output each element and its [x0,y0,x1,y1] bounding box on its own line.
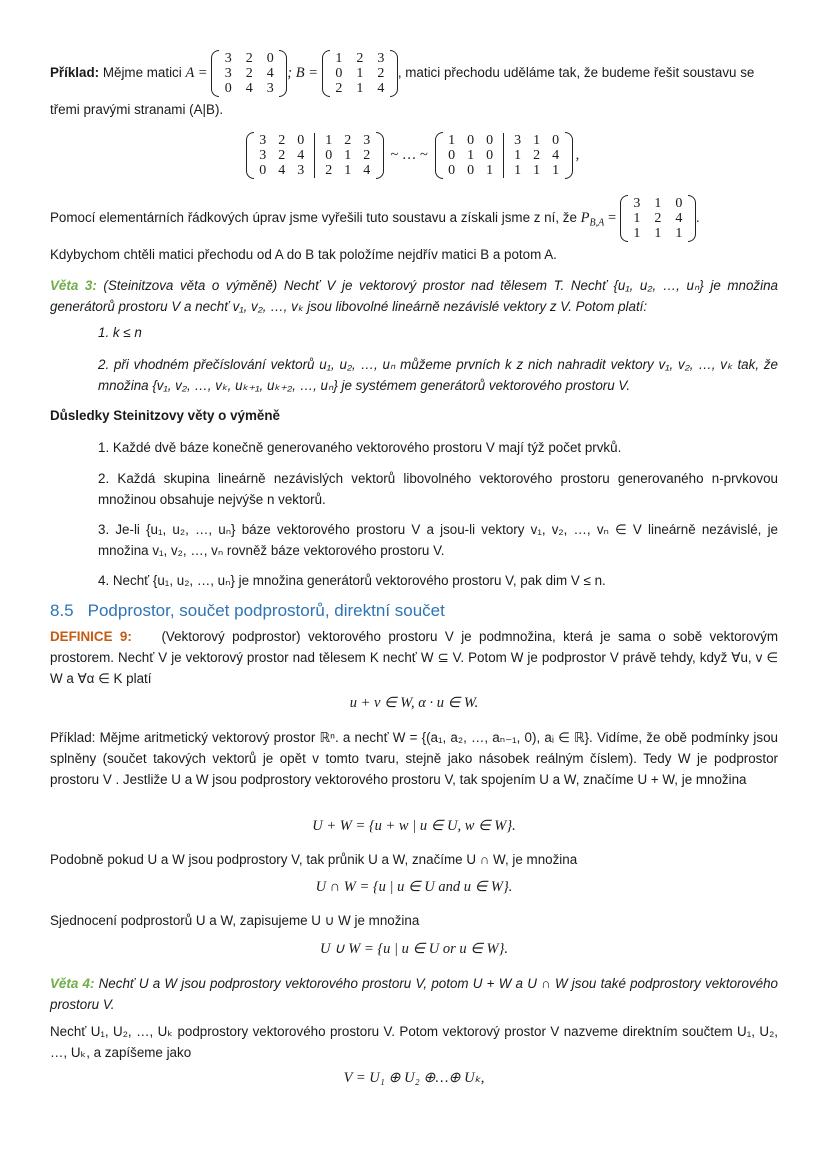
theorem-4: Věta 4: Nechť U a W jsou podprostory vektorového prostoru V, potom U + W a U ∩ W jsou také podprostory vektorového prostoru V. [50,976,778,1012]
matrix-cell: 0 [448,148,456,163]
matrix-cell: 1 [335,50,343,66]
matrix-cell: 2 [654,210,662,226]
matrix-cell: 0 [552,133,560,148]
matrix-cell: 2 [245,50,253,66]
direct-sum-text: Nechť U₁, U₂, …, Uₖ podprostory vektorového prostoru V. Potom vektorový prostor V nazveme direktním součtem U₁, U₂, …, Uₖ, a zapíšeme jako [50,1024,778,1060]
augmented-separator [314,133,316,178]
example1-line1: Příklad: Mějme matici A = 3 2 0 3 2 4 0 4 3 ; B = 1 2 3 0 1 2 2 1 4 , matici přechodu uděláme tak, že budeme řešit soustavu se [50,50,755,96]
matrix-cell: 0 [224,80,232,96]
matrix-cell: 1 [325,133,333,148]
matrix-cell: 3 [297,163,305,178]
matrix-B [322,50,398,97]
corollaries-title: Důsledky Steinitzovy věty o výměně [50,408,280,423]
matrix-cell: 1 [654,225,662,241]
corollary-item-1: 1. Každé dvě báze konečně generovaného vektorového prostoru V mají týž počet prvků. [98,440,622,455]
matrix-cell: 2 [363,148,371,163]
matrix-cell: 2 [344,133,352,148]
section-heading [50,601,445,621]
matrix-cell: 1 [633,225,641,241]
corollary-item-3: 3. Je-li {u₁, u₂, …, uₙ} báze vektorového prostoru V a jsou-li vektory v₁, v₂, …, vₙ ∈ V lineárně nezávislé, je množina v₁, v₂, …, vₙ rovněž báze vektorového prostoru V. [98,522,778,558]
matrix-cell: 3 [363,133,371,148]
matrix-cell: 0 [259,163,267,178]
definition-9-formula: u + v ∈ W, α · u ∈ W. [349,695,479,711]
matrix-cell: 1 [533,163,541,178]
corollary-item-2: 2. Každá skupina lineárně nezávislých vektorů libovolného vektorového prostoru generovaného n-prvkovou množinou obsahuje nejvýše n vektorů. [98,471,778,507]
matrix-cell: 2 [377,65,385,81]
matrix-cell: 0 [675,195,683,211]
definition-9-label: DEFINICE 9: [50,629,132,644]
intersection-text: Podobně pokud U a W jsou podprostory V, tak průnik U a W, značíme U ∩ W, je množina [50,852,578,867]
example1-result: Pomocí elementárních řádkových úprav jsme vyřešili tuto soustavu a získali jsme z ní, že $P_{B,A}$ = 3 1 0 1 2 4 1 1 1 . [50,195,700,241]
matrix-cell: 2 [356,50,364,66]
matrix-cell: 4 [297,148,305,163]
matrix-cell: 0 [297,133,305,148]
matrix-cell: 0 [325,148,333,163]
direct-sum-formula: V = U₁ ⊕ U₂ ⊕…⊕ Uₖ, [343,1070,485,1086]
theorem-3-label: Věta 3: [50,278,97,293]
matrix-cell: 3 [633,195,641,211]
matrix-cell: 4 [278,163,286,178]
definition-9: DEFINICE 9: (Vektorový podprostor) vektorového prostoru V je podmnožina, která je sama o sobě vektorovým prostorem. Nechť V je vektorový prostor nad tělesem K nechť W ⊆ V. Potom W je podprostor V právě tehdy, když ∀u, v ∈ W a ∀α ∈ K platí [50,629,779,686]
matrix-cell: 4 [377,80,385,96]
matrix-cell: 2 [278,148,286,163]
matrix-cell: 1 [356,80,364,96]
matrix-cell: 0 [467,133,475,148]
example2-text: Příklad: Mějme aritmetický vektorový prostor ℝⁿ. a nechť W = {(a₁, a₂, …, aₙ₋₁, 0), aᵢ ∈ ℝ}. Vidíme, že obě podmínky jsou splněny (součet takových vektorů je opět v tomto tvaru, stejně jako násobek reálným číslem). Tedy W je podprostor prostoru V . Jestliže U a W jsou podprostory vektorového prostoru V, tak spojením U a W, značíme U + W, je množina [50,730,778,787]
matrix-cell: 3 [259,148,267,163]
matrix-cell: 3 [514,133,522,148]
matrix-cell: 4 [266,65,274,81]
matrix-cell: 4 [363,163,371,178]
matrix-cell: 0 [335,65,343,81]
matrix-cell: 1 [514,148,522,163]
matrix-cell: 3 [377,50,385,66]
formula-union: U ∪ W = {u | u ∈ U or u ∈ W}. [319,941,509,957]
formula-intersection: U ∩ W = {u | u ∈ U and u ∈ W}. [315,879,513,895]
matrix-cell: 1 [654,195,662,211]
matrix-cell: 1 [633,210,641,226]
theorem-3-item-1: 1. k ≤ n [98,325,142,340]
matrix-cell: 4 [245,80,253,96]
matrix-cell: 1 [448,133,456,148]
equivalence-arrow: ~ … ~ [390,147,428,164]
matrix-cell: 0 [486,148,494,163]
matrix-cell: 1 [344,148,352,163]
matrix-cell: 4 [552,148,560,163]
matrix-cell: 3 [224,65,232,81]
matrix-cell: 0 [448,163,456,178]
example1-line4: Kdybychom chtěli matici přechodu od A do B tak položíme nejdřív matici B a potom A. [50,247,557,262]
matrix-cell: 2 [278,133,286,148]
matrix-cell: 0 [266,50,274,66]
matrix-cell: 2 [335,80,343,96]
theorem-3: Věta 3: (Steinitzova věta o výměně) Nechť V je vektorový prostor nad tělesem T. Nechť {u₁, u₂, …, uₙ} je množina generátorů prostoru V a nechť v₁, v₂, …, vₖ jsou libovolné lineárně nezávislé vektory z V. Potom platí: [50,278,778,314]
matrix-cell: 2 [325,163,333,178]
augmented-separator [503,133,505,178]
matrix-cell: 1 [514,163,522,178]
matrix-cell: 0 [486,133,494,148]
union-text: Sjednocení podprostorů U a W, zapisujeme U ∪ W je množina [50,913,420,928]
matrix-cell: 2 [533,148,541,163]
matrix-cell: 1 [552,163,560,178]
theorem-4-label: Věta 4: [50,976,95,991]
matrix-cell: 1 [533,133,541,148]
matrix-A [211,50,287,97]
matrix-cell: 4 [675,210,683,226]
matrix-cell: 1 [467,148,475,163]
matrix-cell: 1 [356,65,364,81]
theorem-3-item-2: 2. při vhodném přečíslování vektorů u₁, u₂, …, uₙ můžeme prvních k z nich nahradit vektory v₁, v₂, …, vₖ tak, že množina {v₁, v₂, …, vₖ, uₖ₊₁, uₖ₊₂, …, uₙ} je systémem generátorů vektorového prostoru V. [98,357,778,393]
matrix-cell: 1 [675,225,683,241]
example-label: Příklad: [50,65,100,80]
corollary-item-4: 4. Nechť {u₁, u₂, …, uₙ} je množina generátorů vektorového prostoru V, pak dim V ≤ n. [98,573,606,588]
matrix-cell: 2 [245,65,253,81]
section-number: 8.5 [50,601,74,620]
section-title: Podprostor, součet podprostorů, direktní součet [87,601,445,620]
example1-line2: třemi pravými stranami (A|B). [50,102,224,117]
augmented-matrix-left [246,132,384,179]
matrix-P [620,195,696,242]
augmented-matrix-right [435,132,573,179]
matrix-cell: 0 [467,163,475,178]
matrix-cell: 3 [266,80,274,96]
formula-sum: U + W = {u + w | u ∈ U, w ∈ W}. [312,818,516,834]
augmented-matrix-row: 3 2 0 1 2 3 3 2 4 0 1 2 0 4 3 2 1 4 ~ … ~ 1 0 0 3 1 0 0 1 0 1 2 4 0 0 1 1 1 1 , [0,132,828,179]
matrix-cell: 3 [224,50,232,66]
matrix-cell: 1 [486,163,494,178]
matrix-cell: 3 [259,133,267,148]
matrix-cell: 1 [344,163,352,178]
